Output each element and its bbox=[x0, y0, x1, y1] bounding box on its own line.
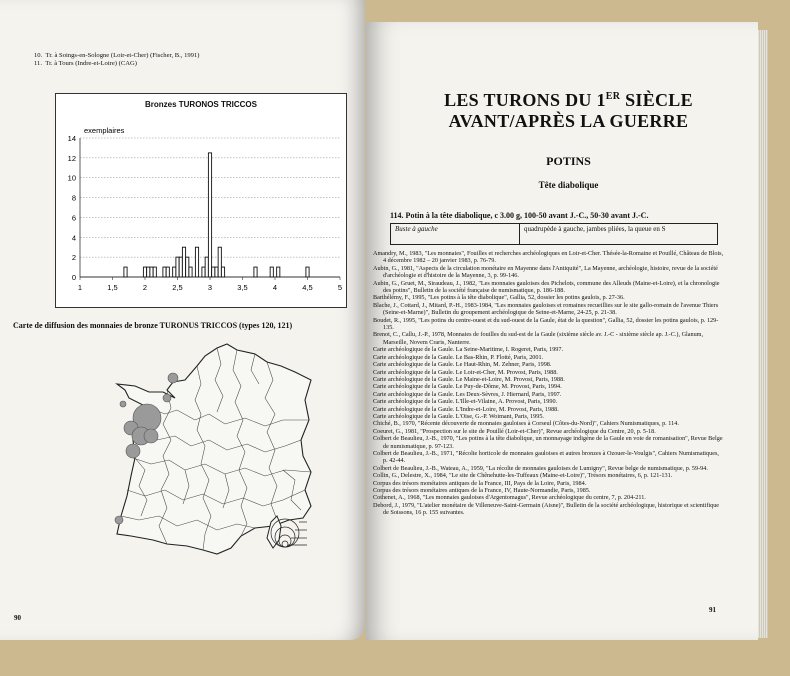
bar bbox=[179, 257, 182, 277]
bar bbox=[173, 267, 176, 277]
bibliography-entry: Barthélémy, F., 1995, "Les potins à la tête diabolique", Gallia, 52, dossier les potins gaulois, p. 27-36. bbox=[373, 294, 625, 302]
chapter-title-line2: AVANT/APRÈS LA GUERRE bbox=[448, 111, 689, 131]
bibliography-entry: Aubin, G., 1981, "Aspects de la circulation monétaire en Mayenne dans l'Antiquité", La Mayenne, archéologie, histoire, revue de la société d'archéologie et d'histoire de la Mayenne, 3, p. 99-146. bbox=[373, 264, 718, 280]
map-caption: Carte de diffusion des monnaies de bronze TURONUS TRICCOS (types 120, 121) bbox=[13, 321, 293, 330]
legend-circle-tiny bbox=[282, 541, 288, 547]
y-tick-label: 8 bbox=[71, 193, 76, 203]
bibliography-entry: Brenot, C., Callu, J.-P., 1978, Monnaies de fouilles du sud-est de la Gaule (sixième siècle av. J.-C - sixième siècle ap. J.-C.), Glanum, Marseille, Novem Craris, Nanterre. bbox=[373, 331, 704, 346]
bar bbox=[143, 267, 146, 277]
reverse-description: quadrupède à gauche, jambes pliées, la queue en S bbox=[524, 225, 666, 233]
bibliography-entry: Chiché, B., 1970, "Récente découverte de monnaies gauloises à Corseul (Côtes-du-Nord)", Cahiers Numismatiques, p. 114. bbox=[373, 420, 679, 428]
find-spot-circle bbox=[144, 429, 158, 443]
bibliography-entry: Aubin, G., Gruet, M., Siraudeau, J., 1982, "Les monnaies gauloises des Pichelots, commune des Alleuds (Maine-et-Loire), et la chronologie des potins", Bulletin de la société française de numismatique, p. 186-188. bbox=[373, 279, 720, 295]
coin-description-table bbox=[390, 223, 718, 245]
bar bbox=[205, 257, 208, 277]
page-number-right: 91 bbox=[709, 606, 716, 614]
list-number: 11. bbox=[34, 60, 42, 67]
bar-chart-frame bbox=[55, 93, 347, 308]
bibliography-entry: Carte archéologique de la Gaule. Les Deux-Sèvres, J. Hiernard, Paris, 1997. bbox=[373, 390, 562, 398]
distribution-map bbox=[105, 340, 325, 565]
x-tick-label: 1,5 bbox=[107, 283, 118, 292]
page-number-left: 90 bbox=[14, 614, 21, 622]
x-tick-label: 3,5 bbox=[237, 283, 248, 292]
chapter-title-superscript: ER bbox=[605, 91, 621, 102]
x-tick-label: 4,5 bbox=[302, 283, 313, 292]
bar bbox=[189, 267, 192, 277]
chapter-title bbox=[396, 86, 741, 132]
bibliography-entry: Coeuret, G., 1981, "Prospection sur le site de Pouillé (Loir-et-Cher)", Revue archéologique du Centre, 20, p. 5-18. bbox=[373, 427, 656, 435]
bibliography-entry: Carte archéologique de la Gaule. L'Oise, G.-P. Woimant, Paris, 1995. bbox=[373, 412, 544, 420]
bibliography-entry: Colbert de Beaulieu, J.-B., 1971, "Récolte horticole de monnaies gauloises et autres bronzes à Ozouer-le-Voulgis", Cahiers Numismatiques, p. 42-44. bbox=[373, 449, 719, 465]
chapter-title-start: LES TURONS DU 1 bbox=[444, 90, 606, 110]
bar bbox=[221, 267, 224, 277]
x-tick-label: 3 bbox=[207, 283, 213, 292]
bar bbox=[215, 267, 218, 277]
bar bbox=[212, 267, 215, 277]
bar bbox=[182, 247, 185, 277]
bibliography-entry: Colbert de Beaulieu, J.-B., 1970, "Les potins à la tête diabolique, un monnayage indigène de la Gaule en voie de romanisation", Revue Belge de numismatique, p. 97-123. bbox=[373, 435, 723, 450]
obverse-description: Buste à gauche bbox=[395, 225, 438, 233]
bar bbox=[147, 267, 150, 277]
x-tick-label: 4 bbox=[272, 283, 278, 292]
list-number: 10. bbox=[34, 52, 43, 59]
bibliography-entry: Boudet, R., 1995, "Les potins du centre-ouest et du sud-ouest de la Gaule, état de la question", Gallia, 52, dossier les potins gaulois, p. 129-135. bbox=[373, 316, 719, 332]
list-text: Tr. à Tours (Indre-et-Loire) (CAG) bbox=[45, 60, 137, 67]
y-tick-label: 14 bbox=[67, 134, 76, 143]
find-list-item-10 bbox=[34, 52, 199, 60]
bibliography-entry: Carte archéologique de la Gaule. Le Loir-et-Cher, M. Provost, Paris, 1988. bbox=[373, 368, 558, 376]
y-tick-label: 10 bbox=[67, 173, 76, 183]
bibliography-entry: Collin, G., Delestre, X., 1984, "Le site de Chênehutte-les-Tuffeaux (Maine-et-Loire)", Trésors monétaires, 6, p. 121-131. bbox=[373, 472, 673, 480]
find-spot-circle bbox=[126, 444, 140, 458]
bibliography-entry: Debord, J., 1979, "L'atelier monétaire de Villeneuve-Saint-Germain (Aisne)", Bulletin de la société archéologique, historique et scientifique de Soissons, 16 p. 155 suivantes. bbox=[373, 501, 720, 517]
find-spot-circle bbox=[120, 401, 126, 407]
y-tick-label: 12 bbox=[67, 153, 76, 163]
subsection-title: Tête diabolique bbox=[538, 180, 599, 190]
france-outline bbox=[117, 344, 311, 554]
y-tick-label: 0 bbox=[71, 273, 76, 282]
bibliography-entry: Amandry, M., 1983, "Les monnaies", Fouilles et recherches archéologiques en Loir-et-Cher. Thésée-la-Romaine et Pouillé, Château de Blois, 4 décembre 1982 – 20 janvier 1983, p. 76-79. bbox=[373, 250, 724, 265]
bar bbox=[186, 257, 189, 277]
bar bbox=[306, 267, 309, 277]
find-spot-circle bbox=[168, 373, 178, 383]
bar bbox=[150, 267, 153, 277]
bar bbox=[254, 267, 257, 277]
bar bbox=[218, 247, 221, 277]
section-title: POTINS bbox=[546, 154, 591, 168]
chapter-title-end: SIÈCLE bbox=[620, 90, 693, 110]
bibliography-entry: Carte archéologique de la Gaule. Le Bas-Rhin, P. Flotté, Paris, 2001. bbox=[373, 353, 544, 361]
bibliography-list bbox=[373, 250, 725, 517]
bar bbox=[202, 267, 205, 277]
x-tick-label: 2 bbox=[142, 283, 148, 292]
x-tick-label: 2,5 bbox=[172, 283, 183, 292]
coin-entry-heading: 114. Potin à la tête diabolique, c 3.00 g, 100-50 avant J.-C., 50-30 avant J.-C. bbox=[390, 211, 649, 220]
bar-chart bbox=[56, 94, 346, 307]
bar bbox=[270, 267, 273, 277]
list-text: Tr. à Soings-en-Sologne (Loir-et-Cher) (Fischer, B., 1991) bbox=[45, 52, 200, 59]
bar bbox=[208, 153, 211, 277]
y-axis-label: exemplaires bbox=[84, 126, 125, 135]
bibliography-entry: Carte archéologique de la Gaule. Le Puy-de-Dôme, M. Provost, Paris, 1994. bbox=[373, 383, 562, 391]
right-page bbox=[366, 22, 758, 640]
find-spot-circle bbox=[163, 394, 171, 402]
find-spot-circle bbox=[115, 516, 123, 524]
bar bbox=[277, 267, 280, 277]
bar bbox=[124, 267, 127, 277]
x-tick-label: 1 bbox=[77, 283, 83, 292]
bibliography-entry: Corpus des trésors monétaires antiques de la France, IV, Haute-Normandie, Paris, 1985. bbox=[373, 487, 591, 494]
bibliography-entry: Corpus des trésors monétaires antiques de la France, III, Pays de la Loire, Paris, 1984. bbox=[373, 479, 587, 487]
bibliography-entry: Colbert de Beaulieu, J.-B., Wateau, A., 1959, "La récolte de monnaies gauloises de Lumigny", Revue belge de numismatique, p. 59-94. bbox=[373, 464, 708, 472]
y-tick-label: 4 bbox=[71, 233, 76, 243]
bar bbox=[153, 267, 156, 277]
y-tick-label: 2 bbox=[71, 253, 76, 263]
bibliography-entry: Carte archéologique de la Gaule. Le Maine-et-Loire, M. Provost, Paris, 1988. bbox=[373, 375, 565, 383]
bibliography-entry: Carte archéologique de la Gaule. L'Ille-et-Vilaine, A. Provost, Paris, 1990. bbox=[373, 398, 558, 406]
bibliography-entry: Carte archéologique de la Gaule. L'Indre-et-Loire, M. Provost, Paris, 1988. bbox=[373, 405, 559, 413]
left-page bbox=[0, 0, 365, 640]
bibliography-entry: Blache, J., Cottard, J., Mitard, P.-H., 1983-1984, "Les monnaies gauloises et romaines recueillies sur le site gallo-romain de l'avenue Thiers (Seine-et-Marne)", Bulletin du groupement archéologique de Seine-et-Marne, 24-25, p. 21-38. bbox=[373, 301, 719, 317]
x-tick-label: 5 bbox=[337, 283, 343, 292]
bar bbox=[163, 267, 166, 277]
bibliography-entry: Carte archéologique de la Gaule. Le Haut-Rhin, M. Zehner, Paris, 1998. bbox=[373, 361, 552, 369]
bar bbox=[176, 257, 179, 277]
bar bbox=[166, 267, 169, 277]
chart-title: Bronzes TURONOS TRICCOS bbox=[144, 100, 257, 109]
bar bbox=[195, 247, 198, 277]
page-edges bbox=[758, 30, 768, 638]
find-list-item-11 bbox=[34, 60, 137, 68]
y-tick-label: 6 bbox=[71, 213, 76, 223]
bibliography-entry: Carte archéologique de la Gaule. La Seine-Maritime, I. Rogeret, Paris, 1997. bbox=[373, 346, 564, 354]
bibliography-entry: Cothenet, A., 1968, "Les monnaies gauloises d'Argentomagus", Revue archéologique du centre, 7, p. 204-211. bbox=[373, 494, 646, 502]
table-divider bbox=[519, 224, 520, 244]
